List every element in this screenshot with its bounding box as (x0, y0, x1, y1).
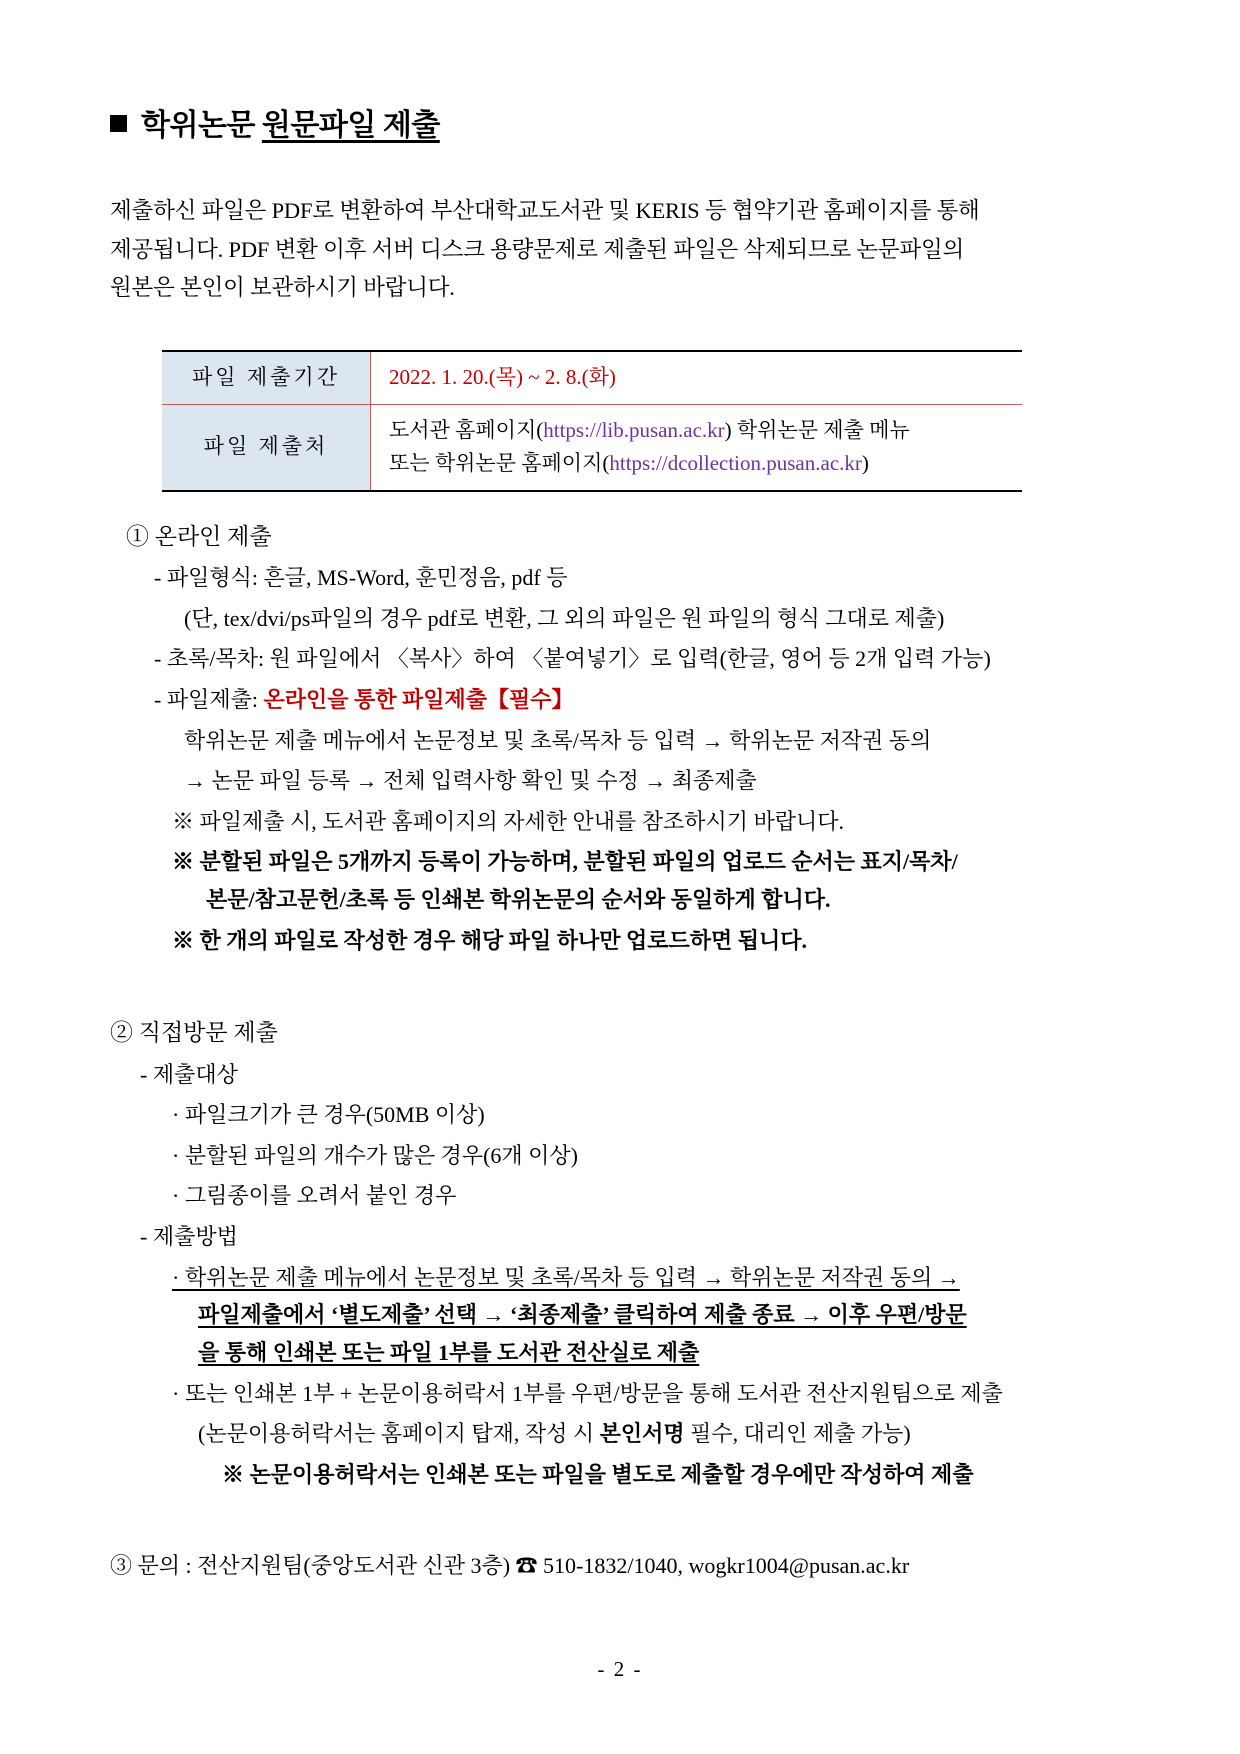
place-line1-pre: 도서관 홈페이지( (389, 417, 544, 442)
section1-flow-line-1: 학위논문 제출 메뉴에서 논문정보 및 초록/목차 등 입력 → 학위논문 저작권 동의 (184, 727, 932, 753)
section2-target-label: - 제출대상 (140, 1061, 238, 1087)
period-value (371, 351, 1023, 404)
section-contact (110, 1548, 1130, 1584)
section1-note-1: ※ 파일제출 시, 도서관 홈페이지의 자세한 안내를 참조하시기 바랍니다. (172, 808, 845, 834)
intro-paragraph (110, 192, 1130, 308)
section2-title: ② 직접방문 제출 (110, 1020, 278, 1046)
section2-method-label: - 제출방법 (140, 1224, 238, 1250)
section2-method2-line-1: · 또는 인쇄본 1부 + 논문이용허락서 1부를 우편/방문을 통해 도서관 전산지원팀으로 제출 (172, 1380, 1003, 1406)
section1-abstract-toc: - 초록/목차: 원 파일에서 〈복사〉하여 〈붙여넣기〉로 입력(한글, 영어 등 2개 입력 가능) (154, 646, 991, 672)
intro-line-1: 제출하신 파일은 PDF로 변환하여 부산대학교도서관 및 KERIS 등 협약기관 홈페이지를 통해 (110, 198, 980, 223)
list-item: · 분할된 파일의 개수가 많은 경우(6개 이상) (172, 1142, 579, 1168)
submission-info-table-wrap (162, 350, 1022, 492)
period-value-text: 2022. 1. 20.(목) ~ 2. 8.(화) (389, 365, 616, 390)
place-line2-post: ) (861, 451, 869, 476)
place-value-line-1 (389, 414, 1012, 448)
intro-line-3: 원본은 본인이 보관하시기 바랍니다. (110, 275, 455, 301)
place-value (371, 404, 1023, 491)
method2-line2-post: 필수, 대리인 제출 가능) (684, 1421, 911, 1447)
section1-note-2-line-2: 본문/참고문헌/초록 등 인쇄본 학위논문의 순서와 동일하게 합니다. (206, 887, 831, 913)
section1-file-submit-value: 온라인을 통한 파일제출【필수】 (263, 686, 574, 712)
table-row (162, 404, 1022, 491)
list-item: · 그림종이를 오려서 붙인 경우 (172, 1183, 457, 1209)
section2-method1-line-1: · 학위논문 제출 메뉴에서 논문정보 및 초록/목차 등 입력 → 학위논문 저작권 동의 → (172, 1264, 960, 1290)
section3-contact-line: ③ 문의 : 전산지원팀(중앙도서관 신관 3층) ☎ 510-1832/1040, wogkr1004@pusan.ac.kr (110, 1553, 910, 1579)
section1-file-format-note: (단, tex/dvi/ps파일의 경우 pdf로 변환, 그 외의 파일은 원 파일의 형식 그대로 제출) (184, 605, 945, 631)
submission-info-table (162, 350, 1022, 492)
section1-file-submit-label: - 파일제출: (154, 686, 264, 712)
period-label: 파일 제출기간 (162, 351, 371, 404)
place-line2-pre: 또는 학위논문 홈페이지( (389, 451, 610, 476)
section-gap (110, 958, 1130, 988)
section1-file-format: - 파일형식: 흔글, MS-Word, 훈민정음, pdf 등 (154, 565, 568, 591)
section2-method1-line-3: 을 통해 인쇄본 또는 파일 1부를 도서관 전산실로 제출 (198, 1339, 700, 1365)
page-title-text (141, 100, 440, 144)
dcollection-homepage-link[interactable]: https://dcollection.pusan.ac.kr (609, 451, 862, 476)
section1-note-2-line-1: ※ 분할된 파일은 5개까지 등록이 가능하며, 분할된 파일의 업로드 순서는 표지/목차/ (172, 849, 958, 875)
page-title-underlined: 원문파일 제출 (261, 109, 440, 142)
section2-method1-line-2: 파일제출에서 ‘별도제출’ 선택 → ‘최종제출’ 클릭하여 제출 종료 → 이후 우편/방문 (198, 1302, 967, 1328)
section1-flow-line-2: → 논문 파일 등록 → 전체 입력사항 확인 및 수정 → 최종제출 (184, 768, 757, 794)
list-item: · 파일크기가 큰 경우(50MB 이상) (172, 1102, 485, 1128)
intro-line-2: 제공됩니다. PDF 변환 이후 서버 디스크 용량문제로 제출된 파일은 삭제되므로 논문파일의 (110, 236, 965, 262)
place-label: 파일 제출처 (162, 404, 371, 491)
library-homepage-link[interactable]: https://lib.pusan.ac.kr (543, 417, 725, 442)
section2-method2-line-2 (198, 1416, 1130, 1452)
section1-file-submit (154, 682, 1130, 718)
section-visit-submission (110, 1014, 1130, 1492)
page-number: - 2 - (597, 1657, 643, 1681)
section2-method2-note: ※ 논문이용허락서는 인쇄본 또는 파일을 별도로 제출할 경우에만 작성하여 제출 (222, 1461, 974, 1487)
square-bullet-icon (110, 115, 127, 132)
page-title (110, 100, 1130, 144)
method2-line2-pre: (논문이용허락서는 홈페이지 탑재, 작성 시 (198, 1421, 600, 1447)
method2-line2-bold: 본인서명 (599, 1421, 685, 1447)
place-line1-post: ) 학위논문 제출 메뉴 (724, 417, 910, 442)
place-value-line-2 (389, 447, 1012, 481)
section-gap (110, 1492, 1130, 1522)
section1-title: ① 온라인 제출 (126, 523, 272, 549)
section-online-submission (110, 518, 1130, 959)
page-title-plain: 학위논문 (141, 109, 262, 142)
table-row (162, 351, 1022, 404)
section1-note-3: ※ 한 개의 파일로 작성한 경우 해당 파일 하나만 업로드하면 됩니다. (172, 927, 808, 953)
